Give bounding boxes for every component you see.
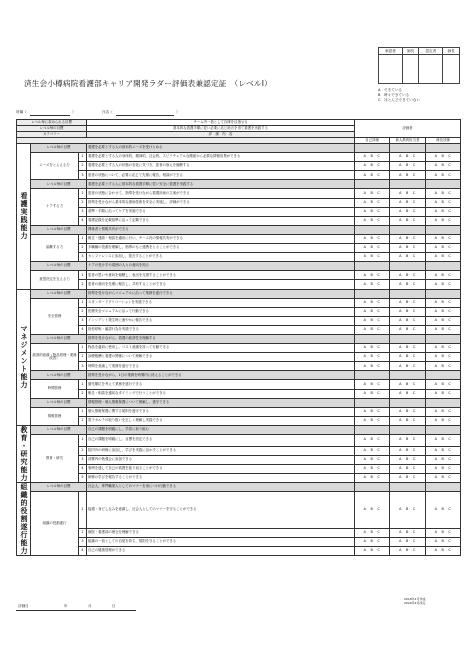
group-goal: ケアの受け手や周囲の人々の意向を知る [87, 262, 355, 271]
group-name: 意思決定を支える力 [31, 271, 79, 289]
goal-label: レベル毎の目標 [31, 398, 87, 407]
group-goal: 看護を必要とする人に基本的な看護手順に従い安全に看護を実践する [87, 180, 355, 189]
item-number: 1 [79, 344, 87, 353]
group-name: 協働する力 [31, 234, 79, 261]
goal-row-blank [426, 262, 461, 271]
self-eval-cell[interactable]: A B C [355, 362, 390, 371]
item-number: 1 [79, 435, 87, 447]
evaluation-item: 自己の健康管理ができる [87, 546, 355, 555]
item-number: 3 [79, 362, 87, 371]
goal-row-blank [355, 398, 390, 407]
item-number: 1 [79, 271, 87, 280]
goal-row-blank [355, 225, 390, 234]
self-eval-cell[interactable]: A B C [355, 353, 390, 362]
evaluation-item: 報告・相談を適切なタイミングで行うことができる [87, 389, 355, 398]
created-date: 2018年1月作成 [404, 597, 426, 601]
item-number: 3 [79, 207, 87, 216]
senior-eval-cell[interactable]: A B C [390, 492, 426, 529]
goal-row-blank [390, 334, 426, 343]
item-number: 3 [79, 455, 87, 464]
self-eval-cell[interactable]: A B C [355, 537, 390, 546]
chief-eval-cell[interactable]: A B C [426, 198, 461, 207]
self-eval-cell[interactable]: A B C [355, 244, 390, 253]
chief-eval-cell[interactable]: A B C [426, 234, 461, 243]
category-label: 組織的役割遂行能力 [17, 482, 31, 555]
senior-eval-cell[interactable]: A B C [390, 455, 426, 464]
evaluation-item: 診療報酬と看護の関係について理解できる [87, 353, 355, 362]
chief-eval-cell[interactable]: A B C [426, 207, 461, 216]
group-goal: 指導を受けながらマニュアルに沿って業務を遂行できる [87, 289, 355, 298]
goal-row-blank [355, 289, 390, 298]
senior-eval-cell[interactable]: A B C [390, 435, 426, 447]
evaluation-item: 看護を必要とする人の身体的、精神的、社会的、スピリチュアルな側面から必要な情報収集ができる [87, 153, 355, 162]
item-number: 1 [79, 189, 87, 198]
chief-eval-cell[interactable]: A B C [426, 407, 461, 416]
item-number: 2 [79, 389, 87, 398]
page-title: 済生会小樽病院看護部キャリア開発ラダー評価表兼認定証 （レベルⅠ） [24, 79, 272, 88]
self-eval-cell[interactable]: A B C [355, 298, 390, 307]
chief-eval-cell[interactable]: A B C [426, 464, 461, 473]
senior-eval-cell[interactable]: A B C [390, 464, 426, 473]
senior-eval-cell[interactable]: A B C [390, 416, 426, 425]
item-number: 3 [79, 316, 87, 325]
goal-row-blank [390, 289, 426, 298]
self-eval-cell[interactable]: A B C [355, 380, 390, 389]
senior-eval-cell[interactable]: A B C [390, 325, 426, 334]
self-eval-cell[interactable]: A B C [355, 153, 390, 162]
group-name: 情報管理 [31, 407, 79, 425]
evaluation-item: 患者の思いや意向を傾聴し、表出を支援することができる [87, 271, 355, 280]
self-eval-cell[interactable]: A B C [355, 455, 390, 464]
stamp-header: 師長 [443, 48, 460, 55]
item-number: 1 [79, 298, 87, 307]
self-eval-cell[interactable]: A B C [355, 216, 390, 225]
chief-eval-cell[interactable]: A B C [426, 344, 461, 353]
stamp-box [419, 55, 443, 84]
goal-row-blank [426, 398, 461, 407]
evaluation-item: 多職種の役割を理解し、指導のもと連携をとることができる [87, 244, 355, 253]
self-eval-cell[interactable]: A B C [355, 389, 390, 398]
evaluation-item: 物品を適切に使用し、コスト意識を持って行動できる [87, 344, 355, 353]
content-header: 評 価 内 容 [87, 132, 355, 138]
senior-eval-cell[interactable]: A B C [390, 316, 426, 325]
chief-eval-cell[interactable]: A B C [426, 325, 461, 334]
category-header: カテゴリー [17, 132, 87, 138]
goal-row-blank [355, 425, 390, 434]
evaluation-item: 接遇・身だしなみを意識し、社会人としてのマナーを守ることができる [87, 492, 355, 529]
revised-date: 2020年4月改定 [404, 600, 426, 605]
group-goal: 関係者と情報共有ができる [87, 225, 355, 234]
item-number: 2 [79, 416, 87, 425]
stamp-header: 師長 [402, 48, 419, 55]
item-number: 4 [79, 546, 87, 555]
chief-eval-cell[interactable]: A B C [426, 546, 461, 555]
approval-stamp-table [378, 47, 460, 84]
evaluation-item: 優先順位を考えて業務を遂行できる [87, 380, 355, 389]
senior-eval-cell[interactable]: A B C [390, 528, 426, 537]
group-goal: 指導を受けながら、看護の経済性を理解する [87, 334, 355, 343]
name-field[interactable] [116, 115, 174, 116]
evaluation-item: 電子カルテの取り扱いを正しく理解し実践できる [87, 416, 355, 425]
self-eval-cell[interactable]: A B C [355, 253, 390, 262]
item-number: 2 [79, 244, 87, 253]
chief-eval-cell[interactable]: A B C [426, 362, 461, 371]
level-goal-value: 基本的な看護手順に従い必要に応じ助言を得て看護を実践する [87, 126, 355, 132]
item-number: 3 [79, 537, 87, 546]
legend-b: B 時々できている [378, 92, 410, 97]
item-number: 2 [79, 198, 87, 207]
self-eval-cell[interactable]: A B C [355, 307, 390, 316]
group-goal: 看護を必要とする人の基本的ニーズを受けとめる [87, 144, 355, 153]
evaluation-item: 時間を意識して業務を遂行できる [87, 362, 355, 371]
name-label: 氏名（ [102, 110, 113, 114]
senior-eval-cell[interactable]: A B C [390, 234, 426, 243]
senior-eval-cell[interactable]: A B C [390, 189, 426, 198]
item-number: 2 [79, 353, 87, 362]
goal-label: レベル毎の目標 [31, 144, 87, 153]
chief-eval-cell[interactable]: A B C [426, 280, 461, 289]
senior-eval-cell[interactable]: A B C [390, 298, 426, 307]
evaluation-item: 病院・看護部の理念を理解できる [87, 528, 355, 537]
goal-row-blank [390, 482, 426, 491]
goal-label: レベル毎の目標 [31, 371, 87, 380]
category-label: 教育・研究能力 [17, 425, 31, 482]
self-eval-cell[interactable]: A B C [355, 416, 390, 425]
name-row [16, 109, 460, 116]
evaluation-item: 指導を受けながら基本的な援助技術を安全に実施し、評価ができる [87, 198, 355, 207]
grading-legend [378, 88, 420, 102]
senior-eval-cell[interactable]: A B C [390, 162, 426, 171]
evaluation-item: 患者の意向を先輩に報告し、共有することができる [87, 280, 355, 289]
self-eval-cell[interactable]: A B C [355, 435, 390, 447]
evaluation-item: 患者の状態に合わせて、指導を受けながら看護計画の立案ができる [87, 189, 355, 198]
item-number: 4 [79, 216, 87, 225]
self-eval-cell[interactable]: A B C [355, 528, 390, 537]
senior-eval-cell[interactable]: A B C [390, 407, 426, 416]
date-field[interactable] [16, 610, 136, 611]
goal-row-blank [390, 371, 426, 380]
goal-row-blank [355, 262, 390, 271]
stamp-header: 承認者 [379, 48, 403, 55]
chief-eval-cell[interactable]: A B C [426, 380, 461, 389]
self-eval-cell[interactable]: A B C [355, 464, 390, 473]
senior-eval-cell[interactable]: A B C [390, 362, 426, 371]
goal-row-blank [426, 225, 461, 234]
chief-eval-cell[interactable]: A B C [426, 244, 461, 253]
evaluation-item: 部署内の勉強会に参加できる [87, 455, 355, 464]
group-name: 教育・研究 [31, 435, 79, 483]
legend-c: C ほとんどできていない [378, 97, 421, 102]
category-label: 看護実践能力 [17, 144, 31, 290]
self-eval-cell[interactable]: A B C [355, 446, 390, 455]
senior-eval-cell[interactable]: A B C [390, 244, 426, 253]
chief-eval-cell[interactable]: A B C [426, 298, 461, 307]
goal-row-blank [426, 180, 461, 189]
chief-eval-cell[interactable]: A B C [426, 171, 461, 180]
goal-row-blank [390, 144, 426, 153]
goal-row-blank [355, 144, 390, 153]
senior-eval-cell[interactable]: A B C [390, 537, 426, 546]
evaluation-item: 基準・手順に沿ってケアを実施できる [87, 207, 355, 216]
evaluation-item: 看護を必要とする人の状態の変化に気づき、患者の訴えを傾聴する [87, 162, 355, 171]
stamp-header: 認定者 [419, 48, 443, 55]
senior-eval-cell[interactable]: A B C [390, 473, 426, 482]
senior-eval-cell[interactable]: A B C [390, 198, 426, 207]
level-expect-value: チーム内一員として自律を目指せる [87, 120, 355, 126]
senior-eval-cell[interactable]: A B C [390, 153, 426, 162]
goal-row-blank [426, 371, 461, 380]
group-name: 組織の役割遂行 [31, 492, 79, 556]
chief-eval-cell[interactable]: A B C [426, 455, 461, 464]
senior-eval-cell[interactable]: A B C [390, 280, 426, 289]
goal-row-blank [390, 425, 426, 434]
chief-eval-cell[interactable]: A B C [426, 189, 461, 198]
item-number: 2 [79, 307, 87, 316]
chief-eval-cell[interactable]: A B C [426, 435, 461, 447]
item-number: 2 [79, 162, 87, 171]
stamp-box [402, 55, 419, 84]
senior-eval-cell[interactable]: A B C [390, 307, 426, 316]
day-label: 日 [112, 604, 116, 608]
goal-row-blank [390, 398, 426, 407]
item-number: 1 [79, 407, 87, 416]
chief-eval-cell[interactable]: A B C [426, 537, 461, 546]
name-close: ） [176, 110, 180, 114]
goal-row-blank [355, 180, 390, 189]
level-goal-label: レベル毎の目標 [17, 126, 87, 132]
chief-eval-cell[interactable]: A B C [426, 316, 461, 325]
chief-eval-cell[interactable]: A B C [426, 492, 461, 529]
evaluation-item: 患者の状態について、必要に応じて先輩に報告、相談ができる [87, 171, 355, 180]
senior-eval-cell[interactable]: A B C [390, 353, 426, 362]
revision-note [404, 598, 426, 605]
goal-label: レベル毎の目標 [31, 262, 87, 271]
goal-row-blank [426, 334, 461, 343]
senior-eval-cell[interactable]: A B C [390, 253, 426, 262]
chief-eval-cell[interactable]: A B C [426, 307, 461, 316]
goal-label: レベル毎の目標 [31, 425, 87, 434]
year-label: 年 [64, 604, 68, 608]
item-number: 2 [79, 446, 87, 455]
evaluation-item: 報告・連絡・相談を適切に行い、チーム内の情報共有ができる [87, 234, 355, 243]
senior-eval-cell[interactable]: A B C [390, 344, 426, 353]
stamp-box [443, 55, 460, 84]
evaluation-item: スタンダードプリコーションを実践できる [87, 298, 355, 307]
group-goal: 社会人、専門職業人としてのマナーを身につけ行動できる [87, 482, 355, 491]
self-eval-cell[interactable]: A B C [355, 198, 390, 207]
self-eval-cell[interactable]: A B C [355, 407, 390, 416]
goal-row-blank [390, 262, 426, 271]
self-eval-cell[interactable]: A B C [355, 280, 390, 289]
chief-eval-cell[interactable]: A B C [426, 253, 461, 262]
senior-eval-header: 新人教育担当者 [390, 138, 426, 144]
self-eval-cell[interactable]: A B C [355, 189, 390, 198]
group-goal: 指導を受けながら、1日の業務を時間内に終えることができる [87, 371, 355, 380]
item-number: 5 [79, 473, 87, 482]
item-number: 1 [79, 492, 87, 529]
self-eval-cell[interactable]: A B C [355, 316, 390, 325]
item-number: 4 [79, 325, 87, 334]
group-name: ケアする力 [31, 189, 79, 225]
evaluation-item: カンファレンスに参加し、発言することができる [87, 253, 355, 262]
senior-eval-cell[interactable]: A B C [390, 389, 426, 398]
evaluation-item: 院内外の研修に参加し、学びを実践に活かすことができる [87, 446, 355, 455]
goal-row-blank [355, 371, 390, 380]
self-eval-cell[interactable]: A B C [355, 207, 390, 216]
evaluation-item: 医療安全マニュアルに沿って行動できる [87, 307, 355, 316]
senior-eval-cell[interactable]: A B C [390, 171, 426, 180]
evaluation-item: 自己の課題を明確にし、目標を設定できる [87, 435, 355, 447]
chief-eval-cell[interactable]: A B C [426, 216, 461, 225]
dept-close: ） [72, 110, 76, 114]
goal-label: レベル毎の目標 [31, 225, 87, 234]
item-number: 2 [79, 280, 87, 289]
item-number: 4 [79, 464, 87, 473]
item-number: 1 [79, 380, 87, 389]
senior-eval-cell[interactable]: A B C [390, 446, 426, 455]
goal-row-blank [426, 289, 461, 298]
self-eval-cell[interactable]: A B C [355, 473, 390, 482]
self-eval-header: 自己評価 [355, 138, 390, 144]
self-eval-cell[interactable]: A B C [355, 546, 390, 555]
category-label: マネジメント能力 [17, 289, 31, 425]
group-goal: 情報管理・個人情報保護について理解し、遵守できる [87, 398, 355, 407]
item-number: 1 [79, 234, 87, 243]
goal-row-blank [390, 180, 426, 189]
evaluation-item: 事例を通して自己の看護を振り返ることができる [87, 464, 355, 473]
senior-eval-cell[interactable]: A B C [390, 207, 426, 216]
chief-eval-cell[interactable]: A B C [426, 446, 461, 455]
month-label: 月 [88, 604, 92, 608]
self-eval-cell[interactable]: A B C [355, 234, 390, 243]
dept-field[interactable] [30, 115, 70, 116]
legend-a: A できている [378, 88, 403, 92]
group-name: 安全管理 [31, 298, 79, 334]
group-name: 経済的意識（物品管理・業務改善） [31, 344, 79, 371]
chief-eval-cell[interactable]: A B C [426, 528, 461, 537]
evaluation-item: 看護記録を記載基準に沿って記載できる [87, 216, 355, 225]
item-number: 3 [79, 253, 87, 262]
group-name: 時間管理 [31, 380, 79, 398]
senior-eval-cell[interactable]: A B C [390, 546, 426, 555]
level-expect-label: レベル毎に求められる目標 [17, 120, 87, 126]
goal-label: レベル毎の目標 [31, 482, 87, 491]
group-name: ニーズをとらえる力 [31, 153, 79, 180]
senior-eval-cell[interactable]: A B C [390, 216, 426, 225]
goal-label: レベル毎の目標 [31, 180, 87, 189]
group-goal: 自己の課題を明確にし、学習に取り組む [87, 425, 355, 434]
senior-eval-cell[interactable]: A B C [390, 380, 426, 389]
evaluation-item: 個人情報保護に関する規則を遵守できる [87, 407, 355, 416]
self-eval-cell[interactable]: A B C [355, 162, 390, 171]
senior-eval-cell[interactable]: A B C [390, 271, 426, 280]
chief-eval-cell[interactable]: A B C [426, 353, 461, 362]
goal-label: レベル毎の目標 [31, 334, 87, 343]
goal-row-blank [355, 334, 390, 343]
chief-eval-cell[interactable]: A B C [426, 473, 461, 482]
evaluation-item: 研修の学びを報告することができる [87, 473, 355, 482]
dept-label: 所属（ [16, 110, 27, 114]
goal-row-blank [426, 482, 461, 491]
goal-row-blank [426, 425, 461, 434]
evaluation-item: 組織の一員としての自覚を持ち、規則を守ることができる [87, 537, 355, 546]
evaluation-table [16, 119, 461, 556]
chief-eval-cell[interactable]: A B C [426, 271, 461, 280]
self-eval-cell[interactable]: A B C [355, 171, 390, 180]
goal-row-blank [355, 482, 390, 491]
goal-row-blank [390, 225, 426, 234]
chief-eval-header: 係長評価 [426, 138, 461, 144]
chief-eval-cell[interactable]: A B C [426, 153, 461, 162]
evaluation-item: インシデント発生時に速やかに報告できる [87, 316, 355, 325]
chief-eval-cell[interactable]: A B C [426, 162, 461, 171]
item-number: 3 [79, 171, 87, 180]
evaluator-header: 評価者 [355, 120, 461, 138]
self-eval-cell[interactable]: A B C [355, 325, 390, 334]
stamp-box [379, 55, 403, 84]
goal-label: レベル毎の目標 [31, 289, 87, 298]
chief-eval-cell[interactable]: A B C [426, 389, 461, 398]
eval-date-label: 評価日 [18, 604, 29, 608]
goal-row-blank [426, 144, 461, 153]
item-number: 1 [79, 153, 87, 162]
self-eval-cell[interactable]: A B C [355, 344, 390, 353]
chief-eval-cell[interactable]: A B C [426, 416, 461, 425]
evaluation-item: 指差呼称・確認行為を実践できる [87, 325, 355, 334]
self-eval-cell[interactable]: A B C [355, 492, 390, 529]
self-eval-cell[interactable]: A B C [355, 271, 390, 280]
item-number: 2 [79, 528, 87, 537]
